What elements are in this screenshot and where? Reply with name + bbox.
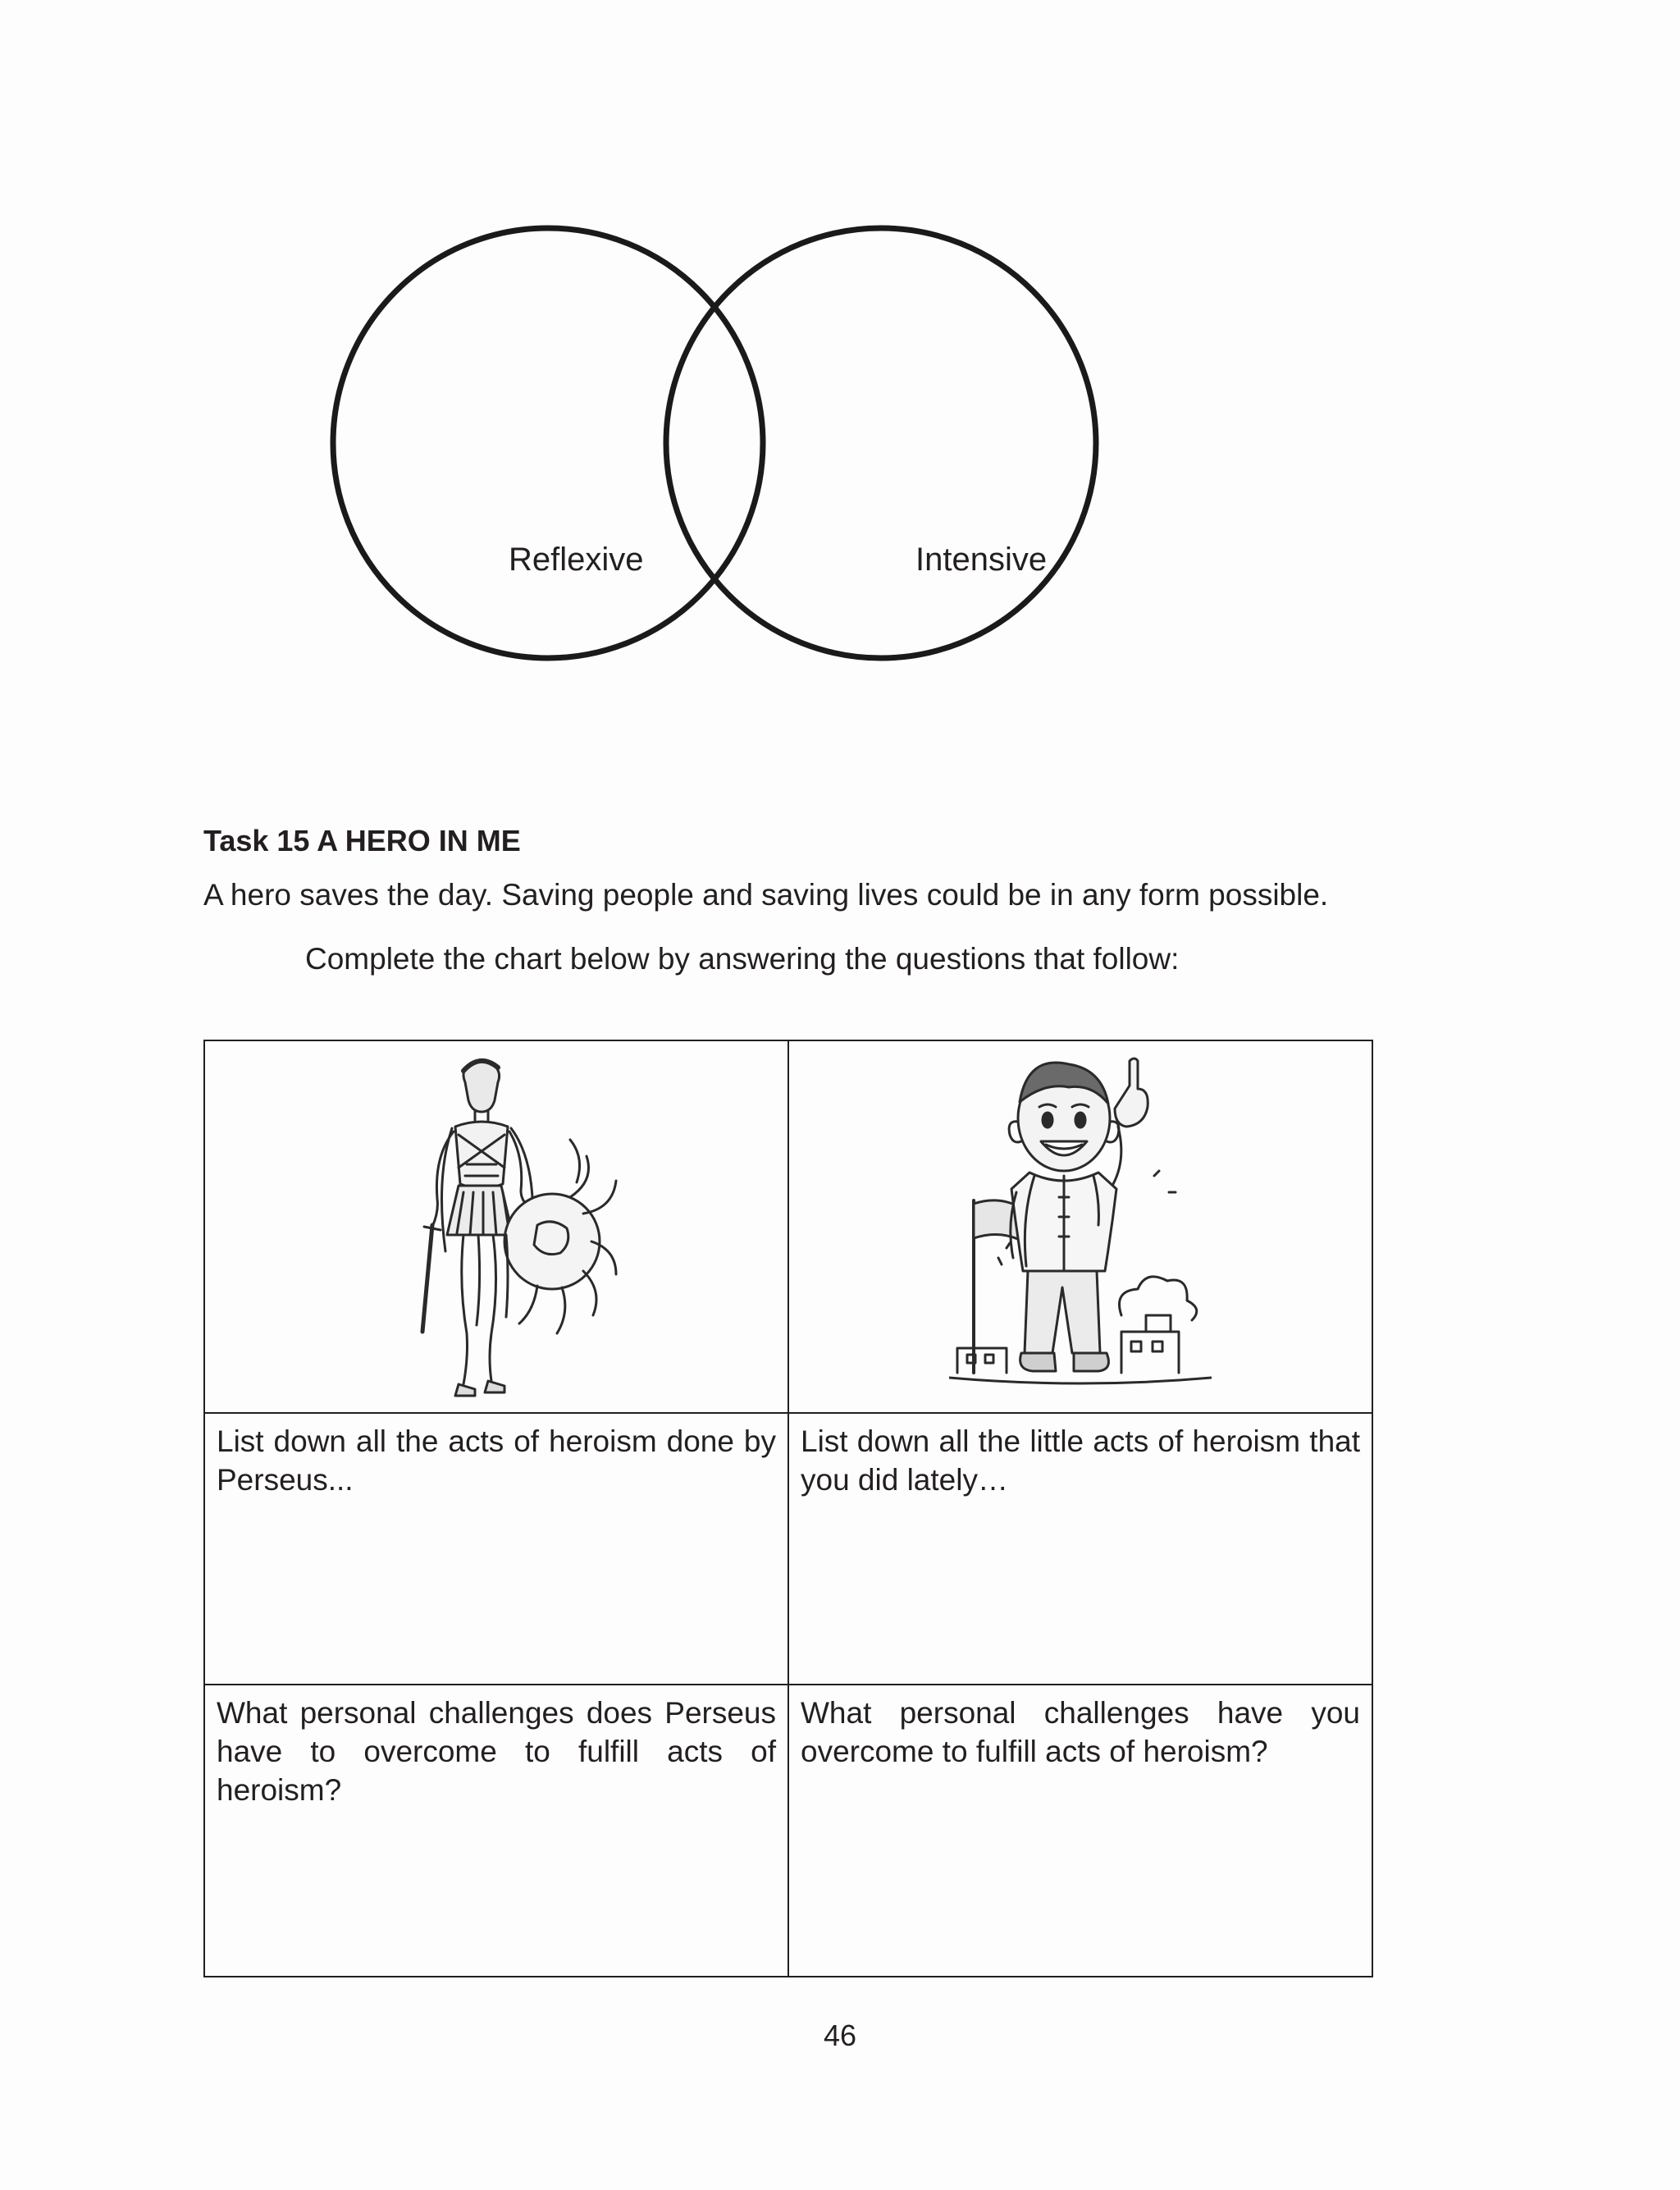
venn-diagram (0, 0, 1680, 738)
venn-label-left: Reflexive (509, 542, 644, 578)
chart-illustration-row (204, 1040, 1372, 1413)
chart-cell-my-challenges[interactable] (788, 1685, 1372, 1977)
chart-cell-perseus-challenges[interactable] (204, 1685, 788, 1977)
page-number: 46 (823, 2019, 857, 2052)
smiling-boy-hero-illustration (949, 1053, 1212, 1401)
chart-cell-perseus-acts[interactable] (204, 1413, 788, 1685)
perseus-challenges-prompt: What personal challenges does Perseus have to overcome to fulfill acts of heroism? (217, 1696, 776, 1807)
chart-cell-my-acts[interactable] (788, 1413, 1372, 1685)
chart-cell-perseus-image (204, 1040, 788, 1413)
task-instruction: Complete the chart below by answering the questions that follow: (305, 942, 1180, 976)
task-title: Task 15 A HERO IN ME (203, 824, 521, 857)
hero-chart (203, 1040, 1373, 1977)
perseus-acts-prompt: List down all the acts of heroism done by Perseus... (217, 1424, 776, 1497)
task-intro: A hero saves the day. Saving people and saving lives could be in any form possible. (203, 878, 1329, 912)
my-challenges-prompt: What personal challenges have you overcome to fulfill acts of heroism? (801, 1696, 1360, 1768)
chart-row-acts (204, 1413, 1372, 1685)
my-acts-prompt: List down all the little acts of heroism that you did lately… (801, 1424, 1360, 1497)
chart-cell-boy-image (788, 1040, 1372, 1413)
venn-circle-left (333, 228, 763, 658)
venn-label-right: Intensive (915, 542, 1048, 578)
venn-circle-right (666, 228, 1096, 658)
perseus-warrior-illustration (373, 1053, 619, 1401)
chart-row-challenges (204, 1685, 1372, 1977)
